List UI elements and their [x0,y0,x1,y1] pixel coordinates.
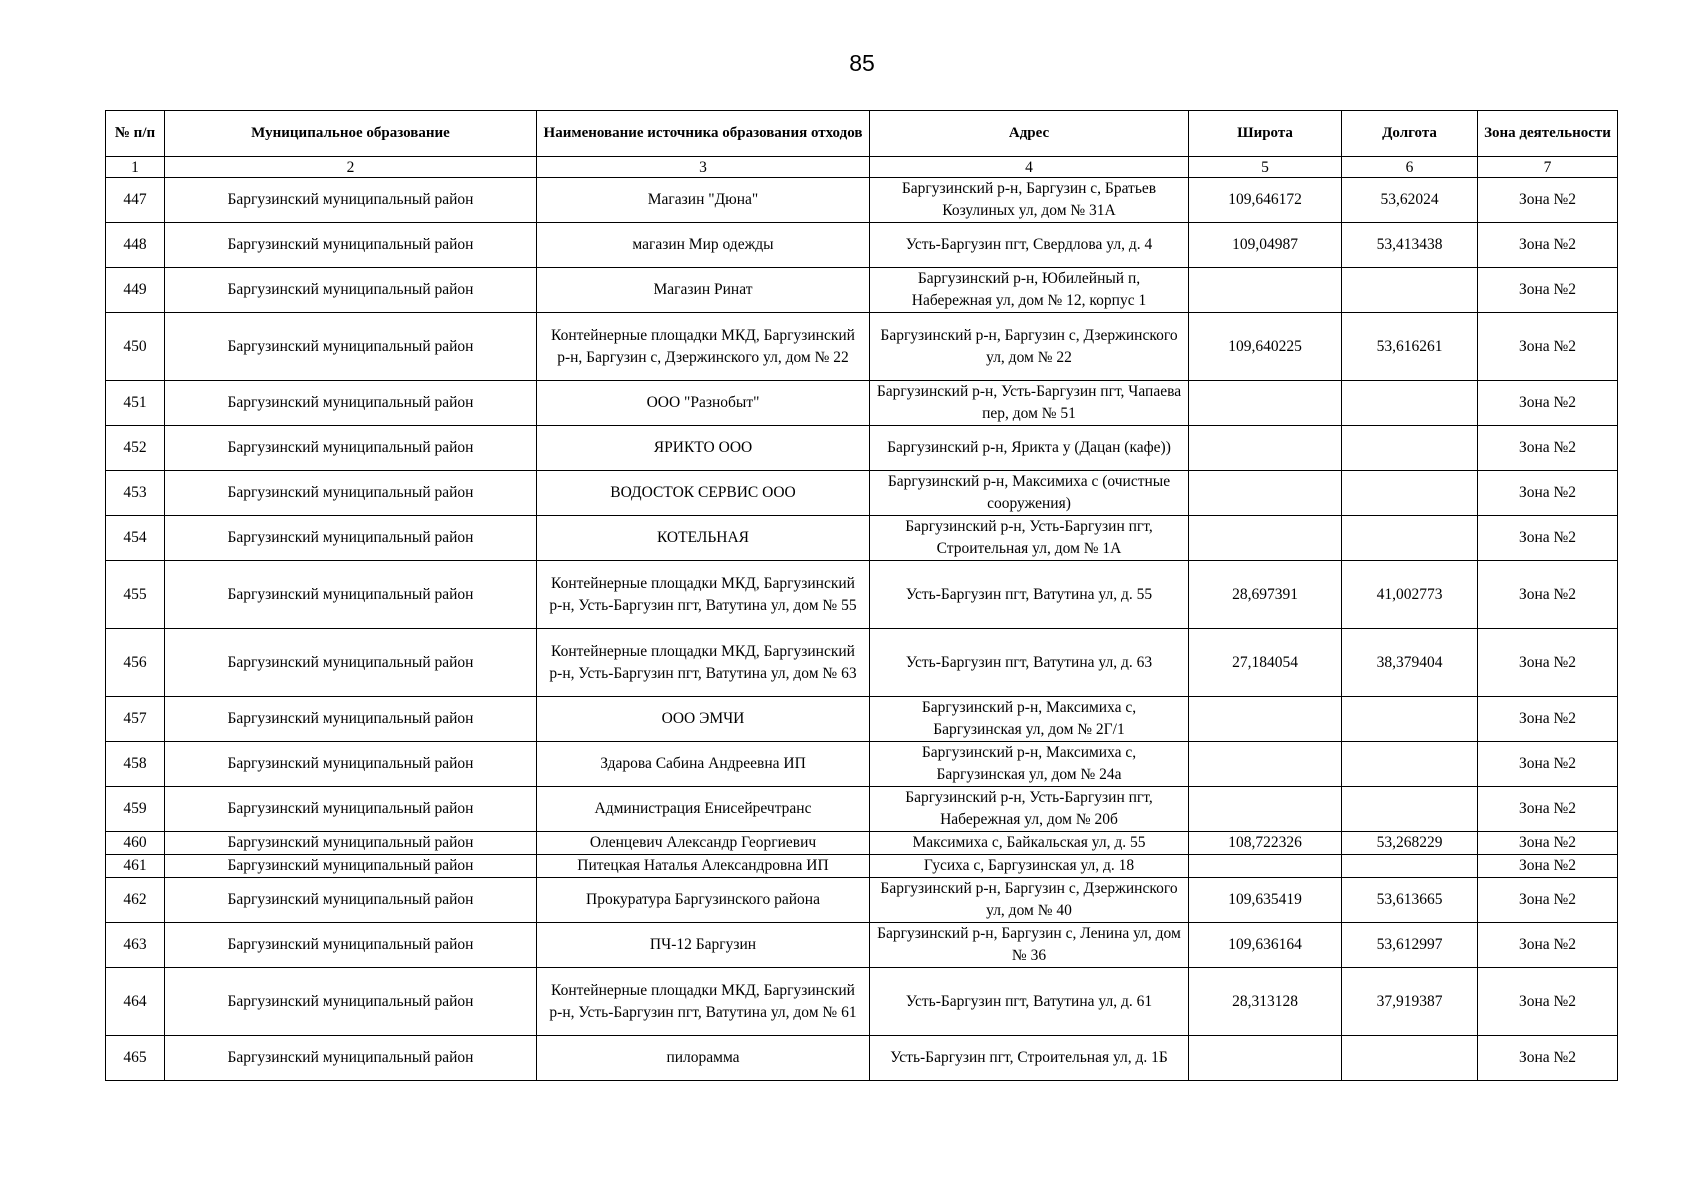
row-number-cell: 456 [106,629,165,697]
source-name-cell: ПЧ-12 Баргузин [537,923,870,968]
longitude-cell [1342,787,1478,832]
latitude-cell [1189,516,1342,561]
header-row [106,111,1618,157]
table-row [106,268,1618,313]
column-number-row [106,157,1618,178]
address-cell: Максимиха с, Байкальская ул, д. 55 [870,832,1189,855]
municipality-cell: Баргузинский муниципальный район [165,223,537,268]
row-number-cell: 458 [106,742,165,787]
longitude-cell: 37,919387 [1342,968,1478,1036]
header-cell: Зона деятельности [1478,111,1618,157]
municipality-cell: Баргузинский муниципальный район [165,629,537,697]
latitude-cell: 109,640225 [1189,313,1342,381]
address-cell: Баргузинский р-н, Усть-Баргузин пгт, Набережная ул, дом № 20б [870,787,1189,832]
header-cell: Наименование источника образования отходов [537,111,870,157]
table-row [106,313,1618,381]
zone-cell: Зона №2 [1478,855,1618,878]
column-number-cell: 2 [165,157,537,178]
latitude-cell [1189,381,1342,426]
row-number-cell: 460 [106,832,165,855]
municipality-cell: Баргузинский муниципальный район [165,787,537,832]
address-cell: Усть-Баргузин пгт, Строительная ул, д. 1Б [870,1036,1189,1081]
address-cell: Баргузинский р-н, Баргузин с, Ленина ул, дом № 36 [870,923,1189,968]
source-name-cell: Контейнерные площадки МКД, Баргузинский р-н, Усть-Баргузин пгт, Ватутина ул, дом № 63 [537,629,870,697]
row-number-cell: 459 [106,787,165,832]
table-row [106,878,1618,923]
municipality-cell: Баргузинский муниципальный район [165,268,537,313]
zone-cell: Зона №2 [1478,968,1618,1036]
address-cell: Баргузинский р-н, Ярикта у (Дацан (кафе)) [870,426,1189,471]
address-cell: Баргузинский р-н, Юбилейный п, Набережная ул, дом № 12, корпус 1 [870,268,1189,313]
address-cell: Баргузинский р-н, Баргузин с, Дзержинского ул, дом № 22 [870,313,1189,381]
municipality-cell: Баргузинский муниципальный район [165,855,537,878]
municipality-cell: Баргузинский муниципальный район [165,561,537,629]
table-body [106,178,1618,1081]
longitude-cell: 53,613665 [1342,878,1478,923]
latitude-cell [1189,1036,1342,1081]
row-number-cell: 454 [106,516,165,561]
address-cell: Баргузинский р-н, Усть-Баргузин пгт, Строительная ул, дом № 1А [870,516,1189,561]
latitude-cell: 28,697391 [1189,561,1342,629]
table-row [106,561,1618,629]
address-cell: Гусиха с, Баргузинская ул, д. 18 [870,855,1189,878]
zone-cell: Зона №2 [1478,787,1618,832]
row-number-cell: 450 [106,313,165,381]
source-name-cell: Контейнерные площадки МКД, Баргузинский р-н, Усть-Баргузин пгт, Ватутина ул, дом № 61 [537,968,870,1036]
longitude-cell [1342,1036,1478,1081]
zone-cell: Зона №2 [1478,313,1618,381]
row-number-cell: 462 [106,878,165,923]
municipality-cell: Баргузинский муниципальный район [165,516,537,561]
latitude-cell: 28,313128 [1189,968,1342,1036]
column-number-cell: 4 [870,157,1189,178]
row-number-cell: 447 [106,178,165,223]
longitude-cell: 53,413438 [1342,223,1478,268]
longitude-cell [1342,697,1478,742]
longitude-cell: 53,268229 [1342,832,1478,855]
zone-cell: Зона №2 [1478,471,1618,516]
address-cell: Усть-Баргузин пгт, Свердлова ул, д. 4 [870,223,1189,268]
longitude-cell: 38,379404 [1342,629,1478,697]
column-number-cell: 6 [1342,157,1478,178]
header-cell: Адрес [870,111,1189,157]
table-row [106,223,1618,268]
latitude-cell: 27,184054 [1189,629,1342,697]
longitude-cell [1342,381,1478,426]
address-cell: Баргузинский р-н, Усть-Баргузин пгт, Чапаева пер, дом № 51 [870,381,1189,426]
table-row [106,697,1618,742]
zone-cell: Зона №2 [1478,629,1618,697]
latitude-cell [1189,787,1342,832]
row-number-cell: 463 [106,923,165,968]
table-row [106,471,1618,516]
municipality-cell: Баргузинский муниципальный район [165,471,537,516]
table-row [106,923,1618,968]
header-cell: Широта [1189,111,1342,157]
header-cell: Муниципальное образование [165,111,537,157]
row-number-cell: 457 [106,697,165,742]
latitude-cell: 109,04987 [1189,223,1342,268]
longitude-cell: 53,62024 [1342,178,1478,223]
municipality-cell: Баргузинский муниципальный район [165,742,537,787]
zone-cell: Зона №2 [1478,878,1618,923]
zone-cell: Зона №2 [1478,923,1618,968]
table-row [106,1036,1618,1081]
municipality-cell: Баргузинский муниципальный район [165,968,537,1036]
table-row [106,381,1618,426]
table-row [106,178,1618,223]
longitude-cell: 53,616261 [1342,313,1478,381]
municipality-cell: Баргузинский муниципальный район [165,381,537,426]
longitude-cell: 41,002773 [1342,561,1478,629]
column-number-cell: 5 [1189,157,1342,178]
zone-cell: Зона №2 [1478,516,1618,561]
address-cell: Баргузинский р-н, Максимиха с (очистные сооружения) [870,471,1189,516]
source-name-cell: ООО "Разнобыт" [537,381,870,426]
row-number-cell: 449 [106,268,165,313]
source-name-cell: пилорамма [537,1036,870,1081]
latitude-cell [1189,471,1342,516]
page-number: 85 [849,50,875,76]
zone-cell: Зона №2 [1478,1036,1618,1081]
zone-cell: Зона №2 [1478,223,1618,268]
latitude-cell [1189,742,1342,787]
table-row [106,855,1618,878]
zone-cell: Зона №2 [1478,178,1618,223]
address-cell: Усть-Баргузин пгт, Ватутина ул, д. 61 [870,968,1189,1036]
table-row [106,516,1618,561]
source-name-cell: Прокуратура Баргузинского района [537,878,870,923]
source-name-cell: Здарова Сабина Андреевна ИП [537,742,870,787]
zone-cell: Зона №2 [1478,381,1618,426]
source-name-cell: КОТЕЛЬНАЯ [537,516,870,561]
source-name-cell: Контейнерные площадки МКД, Баргузинский р-н, Усть-Баргузин пгт, Ватутина ул, дом № 55 [537,561,870,629]
source-name-cell: ВОДОСТОК СЕРВИС ООО [537,471,870,516]
latitude-cell: 109,646172 [1189,178,1342,223]
source-name-cell: ООО ЭМЧИ [537,697,870,742]
row-number-cell: 461 [106,855,165,878]
latitude-cell: 109,636164 [1189,923,1342,968]
row-number-cell: 452 [106,426,165,471]
latitude-cell [1189,268,1342,313]
municipality-cell: Баргузинский муниципальный район [165,178,537,223]
column-number-cell: 7 [1478,157,1618,178]
row-number-cell: 448 [106,223,165,268]
zone-cell: Зона №2 [1478,268,1618,313]
table-row [106,742,1618,787]
source-name-cell: ЯРИКТО ООО [537,426,870,471]
source-name-cell: Магазин "Дюна" [537,178,870,223]
row-number-cell: 465 [106,1036,165,1081]
municipality-cell: Баргузинский муниципальный район [165,313,537,381]
latitude-cell [1189,697,1342,742]
municipality-cell: Баргузинский муниципальный район [165,426,537,471]
latitude-cell [1189,855,1342,878]
source-name-cell: Магазин Ринат [537,268,870,313]
longitude-cell: 53,612997 [1342,923,1478,968]
longitude-cell [1342,268,1478,313]
latitude-cell: 108,722326 [1189,832,1342,855]
table-row [106,426,1618,471]
longitude-cell [1342,471,1478,516]
source-name-cell: магазин Мир одежды [537,223,870,268]
table-row [106,968,1618,1036]
row-number-cell: 451 [106,381,165,426]
longitude-cell [1342,426,1478,471]
waste-sources-table [105,110,1618,1081]
zone-cell: Зона №2 [1478,697,1618,742]
table-row [106,629,1618,697]
source-name-cell: Администрация Енисейречтранс [537,787,870,832]
header-cell: Долгота [1342,111,1478,157]
latitude-cell [1189,426,1342,471]
zone-cell: Зона №2 [1478,832,1618,855]
municipality-cell: Баргузинский муниципальный район [165,697,537,742]
column-number-cell: 3 [537,157,870,178]
zone-cell: Зона №2 [1478,426,1618,471]
zone-cell: Зона №2 [1478,561,1618,629]
table-row [106,832,1618,855]
row-number-cell: 455 [106,561,165,629]
source-name-cell: Питецкая Наталья Александровна ИП [537,855,870,878]
address-cell: Баргузинский р-н, Максимиха с, Баргузинская ул, дом № 2Г/1 [870,697,1189,742]
municipality-cell: Баргузинский муниципальный район [165,1036,537,1081]
column-number-cell: 1 [106,157,165,178]
address-cell: Усть-Баргузин пгт, Ватутина ул, д. 63 [870,629,1189,697]
row-number-cell: 453 [106,471,165,516]
municipality-cell: Баргузинский муниципальный район [165,923,537,968]
address-cell: Баргузинский р-н, Баргузин с, Дзержинского ул, дом № 40 [870,878,1189,923]
address-cell: Усть-Баргузин пгт, Ватутина ул, д. 55 [870,561,1189,629]
table-row [106,787,1618,832]
address-cell: Баргузинский р-н, Баргузин с, Братьев Козулиных ул, дом № 31А [870,178,1189,223]
latitude-cell: 109,635419 [1189,878,1342,923]
longitude-cell [1342,855,1478,878]
source-name-cell: Оленцевич Александр Георгиевич [537,832,870,855]
header-cell: № п/п [106,111,165,157]
zone-cell: Зона №2 [1478,742,1618,787]
municipality-cell: Баргузинский муниципальный район [165,832,537,855]
address-cell: Баргузинский р-н, Максимиха с, Баргузинская ул, дом № 24а [870,742,1189,787]
longitude-cell [1342,742,1478,787]
source-name-cell: Контейнерные площадки МКД, Баргузинский р-н, Баргузин с, Дзержинского ул, дом № 22 [537,313,870,381]
row-number-cell: 464 [106,968,165,1036]
longitude-cell [1342,516,1478,561]
municipality-cell: Баргузинский муниципальный район [165,878,537,923]
